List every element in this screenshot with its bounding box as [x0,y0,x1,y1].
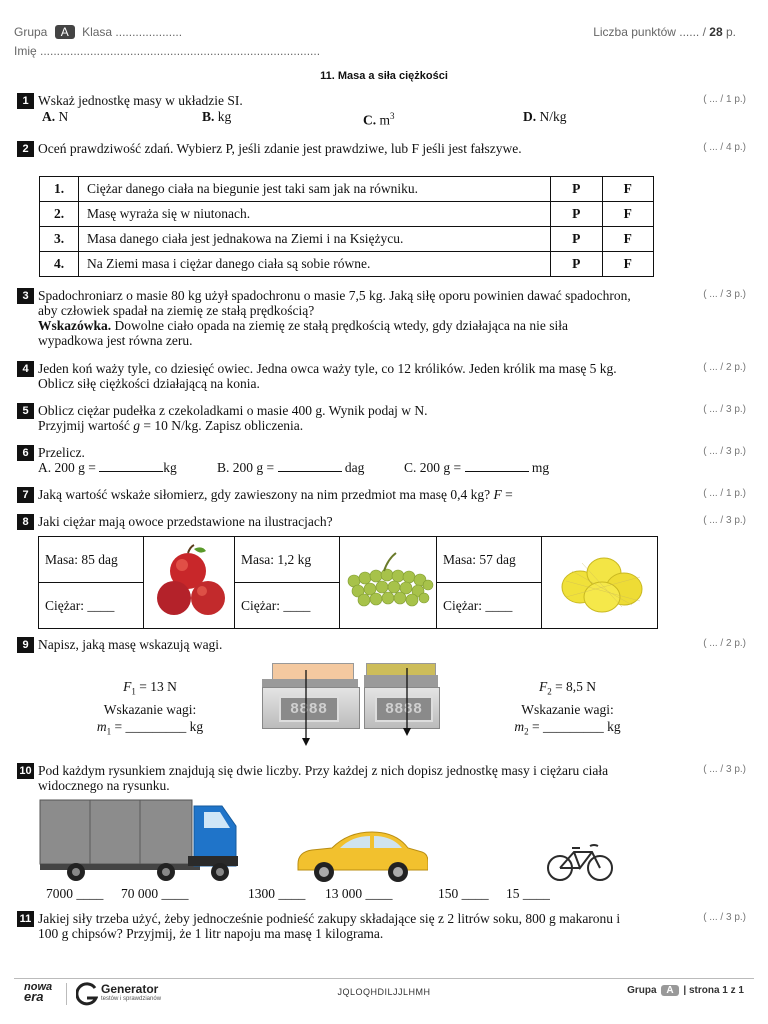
text-part: Jaką wartość wskaże siłomierz, gdy zawieszony na nim przedmiot ma masę 0,4 kg? [38,487,494,502]
force-2 [505,678,630,701]
apples-image [144,537,235,629]
grupa-badge: A [55,25,75,39]
unit: dag [344,460,365,475]
subscript: 1 [106,726,112,737]
logo-text: era [24,989,44,1004]
convert-b [217,460,364,476]
table-row [40,227,654,252]
force-1 [90,678,210,701]
question-number: 4 [17,361,34,377]
option-f[interactable]: F [602,177,654,202]
grapes-image [340,537,437,629]
footer-grupa-badge: A [661,985,678,996]
row-number: 1. [40,177,79,202]
question-number: 5 [17,403,34,419]
text-line: Jeden koń waży tyle, co dziesięć owiec. Jedna owca waży tyle, co 12 królików. Jeden królik ma masę 5 kg. [38,361,617,376]
row-number: 4. [40,252,79,277]
answer-text: N [58,109,69,124]
scale-2-info [505,678,630,740]
question-number: 11 [17,911,34,927]
force-arrows [262,660,462,750]
lemons-icon [552,541,648,621]
var-g: g [133,418,140,433]
var-m: m [96,718,107,734]
question-text [38,361,617,391]
brand-name: Generator [101,982,159,996]
footer-grupa-label: Grupa [627,985,657,996]
points-box: ( ... / 3 p.) [703,515,746,526]
answer-blank[interactable] [278,471,342,472]
question-number: 8 [17,514,34,530]
points-suffix: p. [725,25,736,39]
arrow-down-icon [403,728,411,736]
weight-cell[interactable]: Ciężar: ____ [437,583,542,629]
answer-text: m [379,112,391,128]
apples-icon [144,541,234,621]
question-text: Przelicz. [38,445,85,460]
force-value: = 8,5 N [551,679,597,694]
answer-b[interactable] [202,109,231,125]
points-box: ( ... / 2 p.) [703,638,746,649]
convert-c [404,460,549,476]
option-p[interactable]: P [551,202,603,227]
mass-blank: = _________ kg [111,718,204,734]
text-line: aby człowiek spadał na ziemię ze stałą prędkością? [38,303,315,318]
text-line: Spadochroniarz o masie 80 kg użył spadochronu o masie 7,5 kg. Jaką siłę oporu powinien dawać spadochron, [38,288,631,303]
footer-divider [14,978,754,979]
mass-2[interactable] [505,718,630,741]
question-text: Oceń prawdziwość zdań. Wybierz P, jeśli zdanie jest prawdziwe, lub F jeśli jest fałszywe. [38,141,522,156]
question-number: 9 [17,637,34,653]
question-number: 2 [17,141,34,157]
answer-c[interactable] [363,111,395,129]
question-number: 10 [17,763,34,779]
text-line: Jakiej siły trzeba użyć, żeby jednocześnie podnieść zakupy składające się z 2 litrów soku, 800 g makaronu i [38,911,621,926]
answer-text: kg [217,109,232,124]
answer-a[interactable] [42,109,68,125]
lemons-image [542,537,658,629]
mass-cell: Masa: 57 dag [437,537,542,583]
grupa-label: Grupa [14,25,48,39]
weight-cell[interactable]: Ciężar: ____ [235,583,340,629]
text-line: wypadkowa jest równa zeru. [38,333,193,348]
imie-line: Imię .................................................................................... [14,44,321,58]
row-number: 3. [40,227,79,252]
logo-text: nowa [24,981,53,993]
table-row [39,537,658,583]
question-text: Napisz, jaką masę wskazują wagi. [38,637,223,652]
question-text: Wskaż jednostkę masy w układzie SI. [38,93,243,108]
option-f[interactable]: F [602,252,654,277]
row-statement: Masa danego ciała jest jednakowa na Ziemi i na Księżycu. [79,227,551,252]
question-text [38,763,608,793]
mass-blank: = _________ kg [528,718,621,734]
bicycle-weight[interactable]: 15 ____ [506,886,550,901]
answer-blank[interactable] [99,471,163,472]
question-text [38,403,428,433]
text-line: Oblicz ciężar pudełka z czekoladkami o masie 400 g. Wynik podaj w N. [38,403,428,418]
mass-1[interactable] [90,718,210,741]
truck-weight[interactable]: 70 000 ____ [121,886,189,901]
question-number: 6 [17,445,34,461]
answer-letter: B. [202,109,215,124]
table-row [40,202,654,227]
hint-line [38,318,631,333]
mass-cell: Masa: 1,2 kg [235,537,340,583]
subscript: 2 [547,686,552,697]
text-line: widocznego na rysunku. [38,778,170,793]
mass-cell: Masa: 85 dag [39,537,144,583]
hint-label: Wskazówka. [38,318,112,333]
answer-letter: C. [363,112,377,128]
question-text [38,288,631,348]
unit: kg [163,460,177,475]
answer-letter: D. [523,109,537,124]
header-grupa [14,25,182,39]
var-f: F [123,679,132,694]
arrow-down-icon [302,738,310,746]
true-false-table [39,176,654,277]
footer-page-info [627,985,744,996]
points-box: ( ... / 3 p.) [703,404,746,415]
text-part: = [501,487,513,502]
force-value: = 13 N [135,679,177,694]
bicycle-icon [546,840,614,882]
table-row [40,177,654,202]
scale-2-display: 8888 [375,696,433,722]
car-mass[interactable]: 1300 ____ [248,886,306,901]
convert-a [38,460,177,476]
var-m: m [514,718,525,734]
scales-illustration [262,660,462,750]
points-box: ( ... / 3 p.) [703,764,746,775]
points-box: ( ... / 3 p.) [703,912,746,923]
text-line: 100 g chipsów? Przyjmij, że 1 litr napoju ma masę 1 kilograma. [38,926,384,941]
page-title: 11. Masa a siła ciężkości [320,70,448,82]
hint-text: Dowolne ciało opada na ziemię ze stałą prędkością wtedy, gdy działająca na nie siła [111,318,568,333]
option-f[interactable]: F [602,227,654,252]
option-p[interactable]: P [551,227,603,252]
subscript: 2 [524,726,529,737]
points-box: ( ... / 4 p.) [703,142,746,153]
points-box: ( ... / 1 p.) [703,488,746,499]
option-p[interactable]: P [551,177,603,202]
subscript: 1 [131,686,136,697]
question-number: 3 [17,288,34,304]
text-line: Oblicz siłę ciężkości działającą na konia. [38,376,260,391]
bicycle-mass[interactable]: 150 ____ [438,886,489,901]
scale-1-info [90,678,210,740]
row-statement: Ciężar danego ciała na biegunie jest taki sam jak na równiku. [79,177,551,202]
points-box: ( ... / 1 p.) [703,94,746,105]
truck-icon [38,796,243,882]
option-f[interactable]: F [602,202,654,227]
answer-sup: 3 [390,111,395,121]
question-text [38,487,513,502]
klasa-label: Klasa .................... [82,25,183,39]
question-number: 1 [17,93,34,109]
reading-label: Wskazanie wagi: [103,701,197,717]
convert-label: A. 200 g = [38,460,100,475]
text-part: = 10 N/kg. Zapisz obliczenia. [139,418,304,433]
reading-label: Wskazanie wagi: [521,701,614,717]
points-box: ( ... / 3 p.) [703,446,746,457]
points-total [593,25,736,39]
car-icon [292,826,428,884]
answer-blank[interactable] [465,471,529,472]
answer-text: N/kg [539,109,567,124]
points-label: Liczba punktów ...... / [593,25,706,39]
row-statement: Na Ziemi masa i ciężar danego ciała są sobie równe. [79,252,551,277]
points-box: ( ... / 3 p.) [703,289,746,300]
question-text: Jaki ciężar mają owoce przedstawione na ilustracjach? [38,514,333,529]
question-text [38,911,620,941]
scale-1-display: 8888 [279,696,339,722]
table-row [40,252,654,277]
option-p[interactable]: P [551,252,603,277]
question-number: 7 [17,487,34,503]
var-f: F [493,487,502,502]
convert-label: C. 200 g = [404,460,465,475]
fruit-table [38,536,658,629]
answer-d[interactable] [523,109,567,125]
test-code: JQLOQHDILJJLHMH [337,987,431,997]
row-statement: Masę wyraża się w niutonach. [79,202,551,227]
answer-letter: A. [42,109,56,124]
weight-cell[interactable]: Ciężar: ____ [39,583,144,629]
text-line: Pod każdym rysunkiem znajdują się dwie liczby. Przy każdej z nich dopisz jednostkę masy i ciężaru ciała [38,763,609,778]
page-number: | strona 1 z 1 [683,985,744,996]
brand-tagline: testów i sprawdzianów [101,996,162,1002]
text-part: Przyjmij wartość [38,418,134,433]
row-number: 2. [40,202,79,227]
convert-label: B. 200 g = [217,460,278,475]
var-f: F [538,679,548,694]
grapes-icon [340,541,436,621]
points-max: 28 [709,25,723,39]
car-weight[interactable]: 13 000 ____ [325,886,393,901]
truck-mass[interactable]: 7000 ____ [46,886,104,901]
unit: mg [531,460,550,475]
points-box: ( ... / 2 p.) [703,362,746,373]
text-line [38,418,428,433]
